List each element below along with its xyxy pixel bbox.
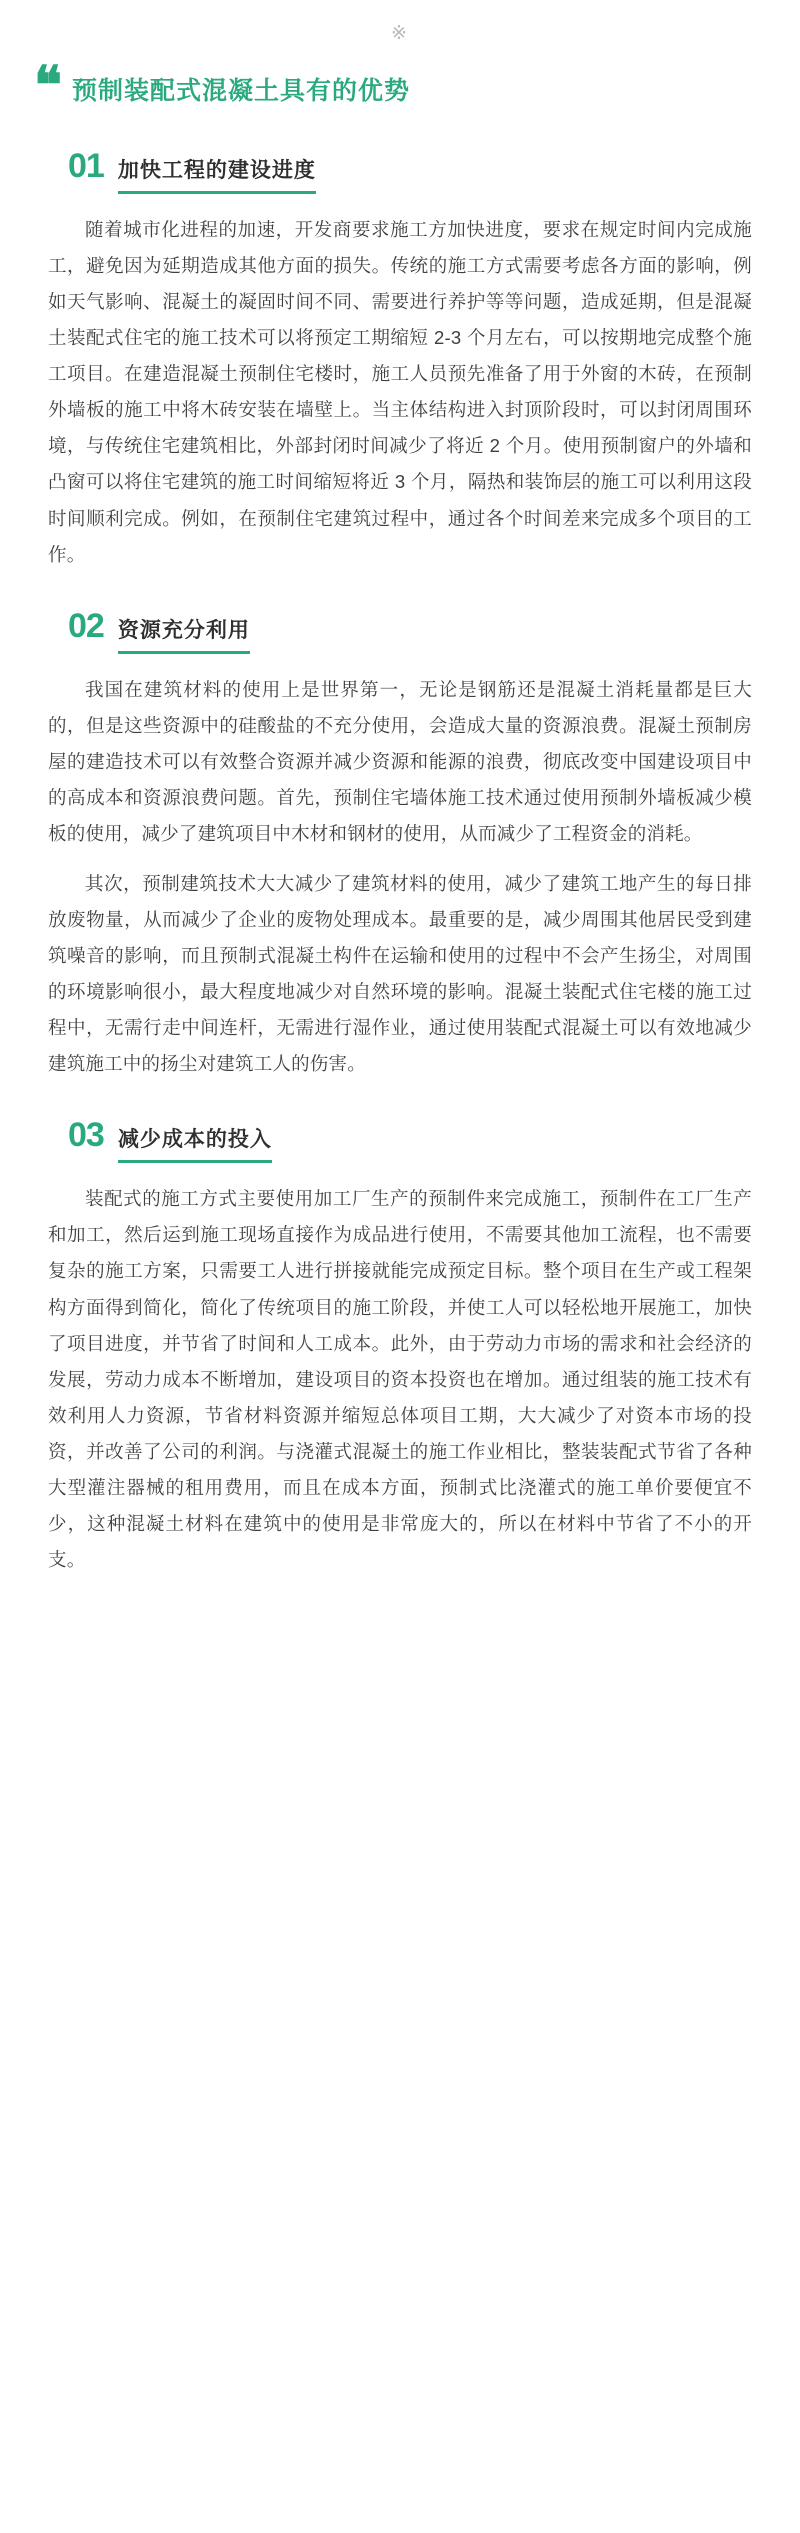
section-02 [0,573,800,1083]
section-02-paragraph-1: 我国在建筑材料的使用上是世界第一，无论是钢筋还是混凝土消耗量都是巨大的，但是这些资源中的硅酸盐的不充分使用，会造成大量的资源浪费。混凝土预制房屋的建造技术可以有效整合资源并减少资源和能源的浪费，彻底改变中国建设项目中的高成本和资源浪费问题。首先，预制住宅墙体施工技术通过使用预制外墙板减少模板的使用，减少了建筑项目中木材和钢材的使用，从而减少了工程资金的消耗。 [48,678,752,844]
section-01-body [44,198,756,573]
section-03 [0,1082,800,1578]
section-01-paragraph-1: 随着城市化进程的加速，开发商要求施工方加快进度，要求在规定时间内完成施工，避免因为延期造成其他方面的损失。传统的施工方式需要考虑各方面的影响，例如天气影响、混凝土的凝固时间不同、需要进行养护等等问题，造成延期，但是混凝土装配式住宅的施工技术可以将预定工期缩短 2-3 个月左右，可以按期地完成整个施工项目。在建造混凝土预制住宅楼时，施工人员预先准备了用于外窗的木砖，在预制外墙板的施工中将木砖安装在墙壁上。当主体结构进入封顶阶段时，可以封闭周围环境，与传统住宅建筑相比，外部封闭时间减少了将近 2 个月。使用预制窗户的外墙和凸窗可以将住宅建筑的施工时间缩短将近 3 个月，隔热和装饰层的施工可以利用这段时间顺利完成。例如，在预制住宅建筑过程中，通过各个时间差来完成多个项目的工作。 [48,219,752,565]
section-02-title: 资源充分利用 [117,618,250,642]
section-01-title-wrap [118,154,316,194]
section-02-body [44,658,756,1083]
quote-icon: ❝ [34,58,62,115]
section-03-number: 03 [68,1116,104,1155]
section-01-head [44,113,756,198]
section-01-number: 01 [68,147,104,185]
section-02-paragraph-2: 其次，预制建筑技术大大减少了建筑材料的使用，减少了建筑工地产生的每日排放废物量，从而减少了企业的废物处理成本。最重要的是，减少周围其他居民受到建筑噪音的影响，而且预制式混凝土构件在运输和使用的过程中不会产生扬尘，对周围的环境影响很小，最大程度地减少对自然环境的影响。混凝土装配式住宅楼的施工过程中，无需行走中间连杆，无需进行湿作业，通过使用装配式混凝土可以有效地减少建筑施工中的扬尘对建筑工人的伤害。 [48,872,752,1075]
document-title-row [0,51,800,113]
section-02-title-wrap [118,614,250,654]
section-02-head [44,573,756,658]
section-03-head [44,1082,756,1167]
section-02-number: 02 [68,606,104,645]
page-title: 预制装配式混凝土具有的优势 [71,77,410,105]
section-01-underline [118,191,316,194]
section-03-title-wrap [118,1123,272,1163]
section-01-title: 加快工程的建设进度 [117,159,316,182]
section-02-underline [118,651,250,654]
section-01 [0,113,800,573]
section-03-body [44,1167,756,1578]
section-03-title: 减少成本的投入 [117,1128,272,1152]
top-symbol: ※ [391,23,409,44]
section-03-paragraph-1: 装配式的施工方式主要使用加工厂生产的预制件来完成施工，预制件在工厂生产和加工，然后运到施工现场直接作为成品进行使用，不需要其他加工流程，也不需要复杂的施工方案，只需要工人进行拼接就能完成预定目标。整个项目在生产或工程架构方面得到简化，简化了传统项目的施工阶段，并使工人可以轻松地开展施工，加快了项目进度，并节省了时间和人工成本。此外，由于劳动力市场的需求和社会经济的发展，劳动力成本不断增加，建设项目的资本投资也在增加。通过组装的施工技术有效利用人力资源，节省材料资源并缩短总体项目工期，大大减少了对资本市场的投资，并改善了公司的利润。与浇灌式混凝土的施工作业相比，整装装配式节省了各种大型灌注器械的租用费用，而且在成本方面，预制式比浇灌式的施工单价要便宜不少，这种混凝土材料在建筑中的使用是非常庞大的，所以在材料中节省了不小的开支。 [48,1188,752,1570]
section-03-underline [118,1160,272,1163]
